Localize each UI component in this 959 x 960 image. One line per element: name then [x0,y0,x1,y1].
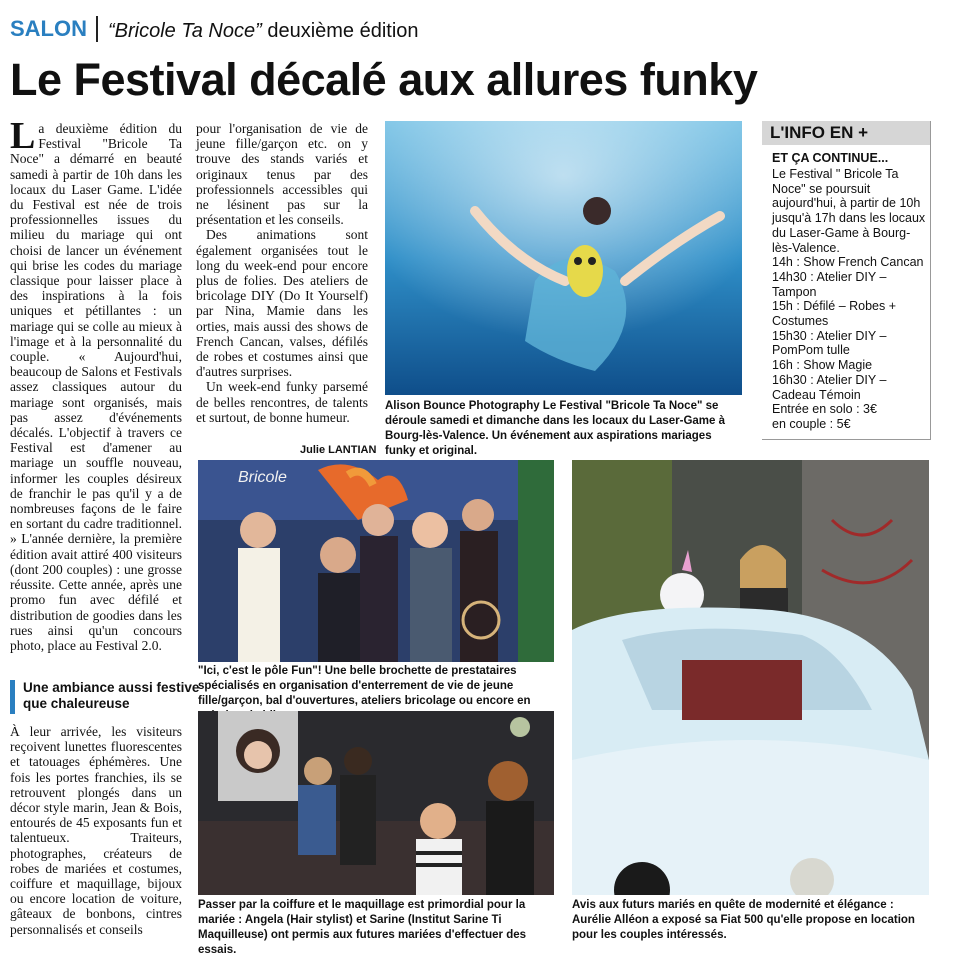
info-subtitle: ET ÇA CONTINUE... [772,151,889,165]
info-item: 14h : Show French Cancan [772,255,924,270]
underwater-photo [385,121,742,395]
hair-makeup-photo-image [198,711,554,895]
info-item: 16h : Show Magie [772,358,873,373]
banner-text: Bricole [238,469,287,486]
section-label: SALON [10,16,87,41]
hair-makeup-caption: Passer par la coiffure et le maquillage est primordial pour la mariée : Angela (Hair stylist) et Sarine (Institut Sarine Ti Maquilleuse) ont permis aux futures mariées d'effectuer des essais. [198,899,527,956]
kicker-title: “Bricole Ta Noce” [108,20,262,42]
article-column-2 [196,121,368,425]
info-intro: Le Festival " Bricole Ta Noce" se poursuit aujourd'hui, à partir de 10h jusqu'à 17h dans les locaux du Laser-Game à Bourg-lès-Valence. [772,167,926,255]
group-caption: "Ici, c'est le pôle Fun"! Une belle brochette de prestataires spécialisés en organisation d'enterrement de vie de jeune fille/garçon, bal d'ouvertures, ateliers bricolage ou encore en [198,665,531,707]
info-list [772,167,930,432]
car-photo [572,460,929,895]
car-caption: Avis aux futurs mariés en quête de modernité et élégance : Aurélie Alléon a exposé sa Fiat 500 qu'elle propose en location pour les couples intéressés. [572,899,915,941]
plus-icon: + [858,123,869,142]
car-photo-image [572,460,929,895]
article-paragraph: a deuxième édition du Festival "Bricole Ta Noce" a démarré en beauté samedi à partir de 10h dans les locaux du Laser Game. L'idée du Festival est née de trois professionnelles issues du milieu du mariage qui ont choisi de lancer un événement qui brise les codes du mariage classique pour laisser place à des inspirations à la fois uniques et pétillantes : un mariage qui se colle au mieux à l'image et à la personnalité du couple. « Aujourd'hui, beaucoup de Salons et Festivals assez classiques autour du mariage sont organisés, mais pas assez d'événements décalés. L'objectif à travers ce Festival est d'amener au mariage un souffle nouveau, informer les couples désireux de franchir le pas qu'il y a de nombreuses façons de le faire en sortant du cadre traditionnel. » L'année dernière, la première édition avait attiré 400 visiteurs (dont 200 couples) : une grosse réussite. Cette année, après une promo fun avec défilé et distribution de goodies dans les rues ainsi qu'un concours photo, place au Festival 2.0. [10,121,182,653]
info-item: Entrée en solo : 3€ [772,402,877,417]
info-title: L'INFO EN [770,123,854,142]
hair-makeup-photo [198,711,554,895]
info-item: en couple : 5€ [772,416,851,431]
info-item: 15h30 : Atelier DIY – PomPom tulle [772,328,887,358]
info-item: 14h30 : Atelier DIY – Tampon [772,269,887,299]
article-paragraph: pour l'organisation de vie de jeune fille/garçon etc. on y trouve des stands variés et originaux tenus par des professionnels accessibles qui ne lésinent pas sur la présentation et les conseils. [196,121,368,228]
article-column-1-top [10,115,182,653]
group-photo-image [198,460,554,662]
underwater-photo-image [385,121,742,395]
info-item: 15h : Défilé – Robes + Costumes [772,299,897,329]
info-item: 16h30 : Atelier DIY – Cadeau Témoin [772,372,887,402]
underwater-caption: Alison Bounce Photography Le Festival "Bricole Ta Noce" se déroule samedi et dimanche dans les locaux du Laser-Game à Bourg-lès-Valence. Un événement aux aspirations mariages funky et original. [385,400,726,457]
article-paragraph: Un week-end funky parsemé de belles rencontres, de talents et surtout, de bonne humeur. [196,379,368,425]
article-column-1-bottom [10,724,182,937]
group-photo [198,460,554,662]
article-paragraph: À leur arrivée, les visiteurs reçoivent lunettes fluorescentes et tatouages éphémères. Une fois les portes franchies, ils se retrouvent plongés dans un décor style marin, Jean & Bois, entourés de 45 exposants fun et talentueux. Traiteurs, photographes, créateurs de robes de mariées et costumes, coiffure et maquillage, bijoux ou encore location de voiture, gâteaux de bonbons, cintres personnalisés et conseils [10,724,182,937]
article-paragraph: Des animations sont également organisées tout le long du week-end pour encore plus de folies. Des ateliers de bricolage DIY (Do It Yourself) par Nina, Mamie dans les orties, mais aussi des shows de French Cancan, valses, défilés de robes et costumes ainsi que d'autres surprises. [196,227,368,380]
kicker-rest: deuxième édition [261,20,419,42]
headline: Le Festival décalé aux allures funky [10,54,758,105]
header-divider [96,16,98,42]
dropcap: L [10,115,36,157]
author-byline: Julie LANTIAN [300,444,377,456]
kicker [108,20,419,43]
info-box [762,121,931,440]
subheading: Une ambiance aussi festive que chaleureuse [10,680,203,714]
info-header [762,121,930,145]
